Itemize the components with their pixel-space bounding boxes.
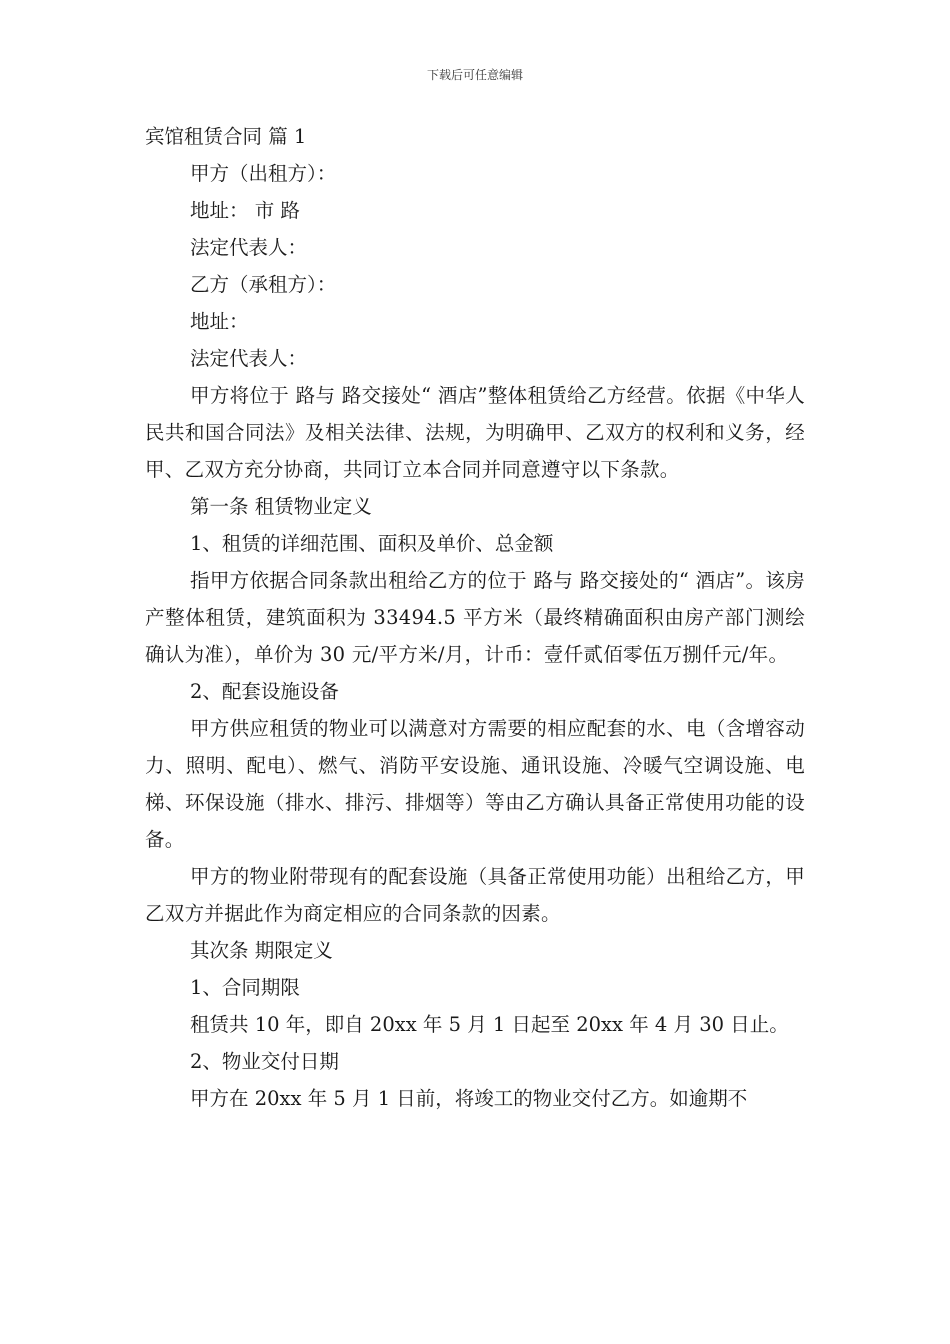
header-note: 下载后可任意编辑: [426, 68, 523, 82]
article-2-title: 其次条 期限定义: [190, 939, 333, 962]
article-2-item-2-title: 2、物业交付日期: [190, 1050, 339, 1073]
article-1-item-1-text: 指甲方依据合同条款出租给乙方的位于 路与 路交接处的“ 酒店”。该房产整体租赁，建筑面积为 33494.5 平方米（最终精确面积由房产部门测绘确认为准），单价为 30 元/平方米/月，计币：壹仟贰佰零伍万捌仟元/年。: [145, 569, 805, 666]
party-b-address: 地址：: [190, 310, 249, 333]
article-1-item-1-title: 1、租赁的详细范围、面积及单价、总金额: [190, 532, 554, 555]
article-1-item-2-text-1: 甲方供应租赁的物业可以满意对方需要的相应配套的水、电（含增容动力、照明、配电）、燃气、消防平安设施、通讯设施、冷暖气空调设施、电梯、环保设施（排水、排污、排烟等）等由乙方确认具备正常使用功能的设备。: [145, 717, 805, 851]
party-b-label: 乙方（承租方）：: [190, 273, 337, 296]
document-title: 宾馆租赁合同 篇 1: [145, 125, 307, 148]
party-a-address: 地址： 市 路: [190, 199, 300, 222]
article-2-item-1-title: 1、合同期限: [190, 976, 300, 999]
document-body: [145, 118, 805, 1117]
party-b-representative: 法定代表人：: [190, 347, 308, 370]
intro-paragraph: 甲方将位于 路与 路交接处“ 酒店”整体租赁给乙方经营。依据《中华人民共和国合同法》及相关法律、法规，为明确甲、乙双方的权利和义务，经甲、乙双方充分协商，共同订立本合同并同意遵守以下条款。: [145, 384, 805, 481]
article-1-item-2-text-2: 甲方的物业附带现有的配套设施（具备正常使用功能）出租给乙方，甲乙双方并据此作为商定相应的合同条款的因素。: [145, 865, 805, 925]
article-1-title: 第一条 租赁物业定义: [190, 495, 372, 518]
party-a-label: 甲方（出租方）：: [190, 162, 337, 185]
article-1-item-2-title: 2、配套设施设备: [190, 680, 339, 703]
article-2-item-1-text: 租赁共 10 年，即自 20xx 年 5 月 1 日起至 20xx 年 4 月 30 日止。: [190, 1013, 789, 1036]
party-a-representative: 法定代表人：: [190, 236, 308, 259]
article-2-item-2-text: 甲方在 20xx 年 5 月 1 日前，将竣工的物业交付乙方。如逾期不: [190, 1087, 748, 1110]
